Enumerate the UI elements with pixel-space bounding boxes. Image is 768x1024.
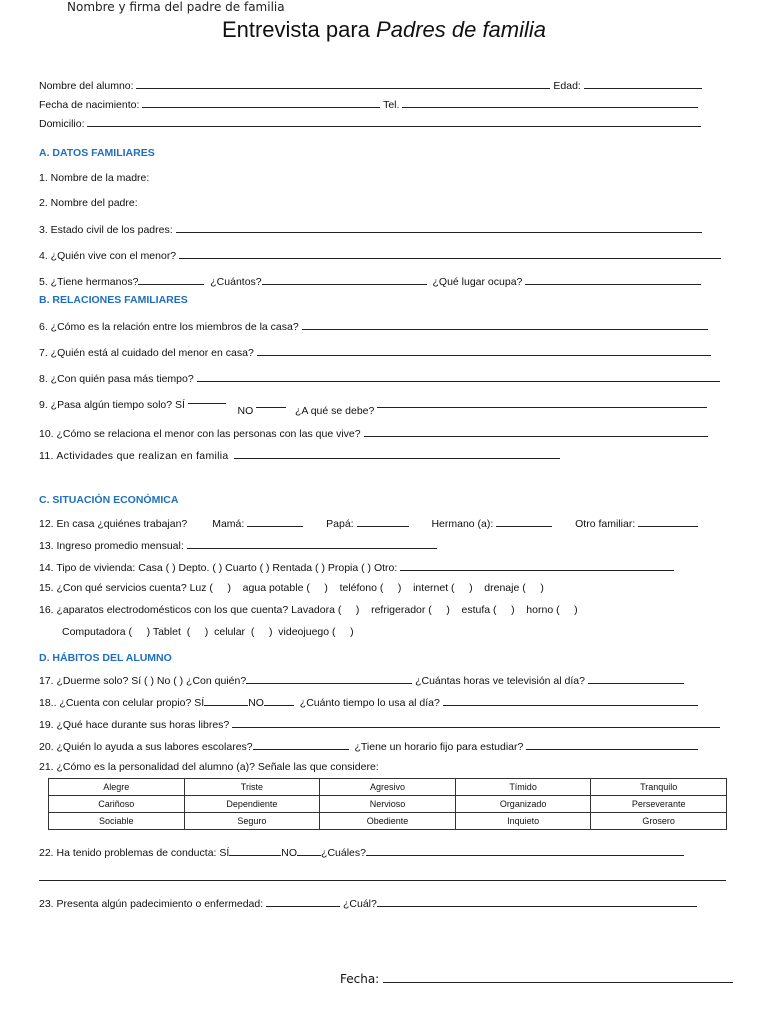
q14-label: 14. Tipo de vivienda: Casa ( ) Depto. ( ) Cuarto ( ) Rentada ( ) Propia ( ) Otro: <box>39 562 398 574</box>
trait-cell[interactable]: Organizado <box>455 796 591 813</box>
q18-time-label: ¿Cuánto tiempo lo usa al día? <box>299 697 440 709</box>
q20-schedule-field[interactable] <box>526 739 698 750</box>
q4-label: 4. ¿Quién vive con el menor? <box>39 250 177 262</box>
trait-cell[interactable]: Inquieto <box>455 813 591 830</box>
trait-row <box>49 779 727 796</box>
q5-siblings-label: 5. ¿Tiene hermanos? <box>39 276 139 288</box>
q5-place-label: ¿Qué lugar ocupa? <box>432 276 523 288</box>
q19-field[interactable] <box>232 717 720 728</box>
q12-mom-label: Mamá: <box>212 518 245 530</box>
q9-row <box>39 397 707 417</box>
top-note: Nombre y firma del padre de familia <box>67 0 285 14</box>
q5-count-field[interactable] <box>262 274 427 285</box>
birth-row <box>39 97 698 111</box>
personality-table <box>48 778 727 830</box>
q18-yes-field[interactable] <box>204 695 248 706</box>
q18-row <box>39 695 698 709</box>
trait-cell[interactable]: Triste <box>184 779 320 796</box>
section-d-heading: D. HÁBITOS DEL ALUMNO <box>39 652 172 664</box>
birth-field[interactable] <box>142 97 380 108</box>
trait-cell[interactable]: Sociable <box>49 813 185 830</box>
q5-count-label: ¿Cuántos? <box>210 276 262 288</box>
trait-cell[interactable]: Perseverante <box>591 796 727 813</box>
q6-field[interactable] <box>302 319 708 330</box>
q1: 1. Nombre de la madre: <box>39 172 150 184</box>
trait-cell[interactable]: Alegre <box>49 779 185 796</box>
q17-row <box>39 673 684 687</box>
q13-row <box>39 538 437 552</box>
q12-dad-label: Papá: <box>326 518 354 530</box>
title-plain: Entrevista para <box>221 17 370 42</box>
q12-label: 12. En casa ¿quiénes trabajan? <box>39 518 188 530</box>
q17-tv-field[interactable] <box>588 673 684 684</box>
q13-label: 13. Ingreso promedio mensual: <box>39 540 184 552</box>
q18-no-field[interactable] <box>264 695 294 706</box>
q18-time-field[interactable] <box>443 695 698 706</box>
address-field[interactable] <box>87 116 701 127</box>
q10-field[interactable] <box>364 426 708 437</box>
q8-row <box>39 371 720 385</box>
q7-label: 7. ¿Quién está al cuidado del menor en casa? <box>39 347 254 359</box>
title-italic: Padres de familia <box>376 17 547 42</box>
trait-cell[interactable]: Obediente <box>320 813 456 830</box>
trait-cell[interactable]: Tímido <box>455 779 591 796</box>
q5-siblings-field[interactable] <box>138 274 204 285</box>
age-field[interactable] <box>584 78 702 89</box>
q9-reason-field[interactable] <box>377 397 707 408</box>
q10-label: 10. ¿Cómo se relaciona el menor con las personas con las que vive? <box>39 428 361 440</box>
q13-field[interactable] <box>187 538 437 549</box>
student-name-field[interactable] <box>136 78 550 89</box>
q16-continued: Computadora ( ) Tablet ( ) celular ( ) videojuego ( ) <box>62 626 354 638</box>
q8-field[interactable] <box>197 371 720 382</box>
q8-label: 8. ¿Con quién pasa más tiempo? <box>39 373 194 385</box>
q12-mom-field[interactable] <box>247 516 303 527</box>
q9-label: 9. ¿Pasa algún tiempo solo? SÍ <box>39 399 185 411</box>
trait-row <box>49 813 727 830</box>
q15: 15. ¿Con qué servicios cuenta? Luz ( ) agua potable ( ) teléfono ( ) internet ( ) drenaje ( ) <box>39 582 544 594</box>
q12-sibling-field[interactable] <box>496 516 552 527</box>
trait-cell[interactable]: Grosero <box>591 813 727 830</box>
q12-other-field[interactable] <box>638 516 698 527</box>
q17-label: 17. ¿Duerme solo? Sí ( ) No ( ) ¿Con quién? <box>39 675 247 687</box>
address-label: Domicilio: <box>39 118 85 130</box>
q22-no-field[interactable] <box>297 845 321 856</box>
q16: 16. ¿aparatos electrodomésticos con los que cuenta? Lavadora ( ) refrigerador ( ) estufa ( ) horno ( ) <box>39 604 578 616</box>
date-label: Fecha: <box>340 972 380 986</box>
q23-which-label: ¿Cuál? <box>343 898 377 910</box>
q23-row <box>39 896 697 910</box>
q9-yes-field[interactable] <box>188 393 226 404</box>
q22-no-label: NO <box>281 847 298 859</box>
date-field[interactable] <box>383 972 733 983</box>
q9-no-field[interactable] <box>256 397 286 408</box>
trait-row <box>49 796 727 813</box>
q14-other-field[interactable] <box>400 560 674 571</box>
q4-row <box>39 248 721 262</box>
q3-row <box>39 222 702 236</box>
q23-label: 23. Presenta algún padecimiento o enfermedad: <box>39 898 264 910</box>
student-name-label: Nombre del alumno: <box>39 80 134 92</box>
trait-cell[interactable]: Cariñoso <box>49 796 185 813</box>
q7-row <box>39 345 711 359</box>
section-c-heading: C. SITUACIÓN ECONÓMICA <box>39 494 179 506</box>
q5-place-field[interactable] <box>525 274 701 285</box>
date-row <box>340 972 733 986</box>
section-a-heading: A. DATOS FAMILIARES <box>39 147 155 159</box>
trait-cell[interactable]: Tranquilo <box>591 779 727 796</box>
q20-label: 20. ¿Quién lo ayuda a sus labores escolares? <box>39 741 253 753</box>
trait-cell[interactable]: Nervioso <box>320 796 456 813</box>
q5-row <box>39 274 701 288</box>
q11-row <box>39 448 560 462</box>
q23-condition-field[interactable] <box>266 896 340 907</box>
q6-row <box>39 319 708 333</box>
q12-dad-field[interactable] <box>357 516 409 527</box>
q22-label: 22. Ha tenido problemas de conducta: SÍ <box>39 847 230 859</box>
trait-cell[interactable]: Agresivo <box>320 779 456 796</box>
q10-row <box>39 426 708 440</box>
q22-row <box>39 845 684 859</box>
q7-field[interactable] <box>257 345 711 356</box>
q2: 2. Nombre del padre: <box>39 197 138 209</box>
q18-no-label: NO <box>248 697 264 709</box>
q12-row <box>39 516 698 530</box>
q18-label: 18.. ¿Cuenta con celular propio? SÍ <box>39 697 205 709</box>
q22-which-field[interactable] <box>366 845 684 856</box>
tel-field[interactable] <box>402 97 698 108</box>
address-row <box>39 116 701 130</box>
q20-schedule-label: ¿Tiene un horario fijo para estudiar? <box>354 741 524 753</box>
q6-label: 6. ¿Cómo es la relación entre los miembros de la casa? <box>39 321 299 333</box>
page-title <box>0 17 768 43</box>
q22-which-label: ¿Cuáles? <box>321 847 366 859</box>
q11-field[interactable] <box>234 448 560 459</box>
q3-field[interactable] <box>176 222 702 233</box>
q11-label: 11. Actividades que realizan en familia <box>39 450 229 462</box>
q19-label: 19. ¿Qué hace durante sus horas libres? <box>39 719 230 731</box>
q23-which-field[interactable] <box>377 896 697 907</box>
q9-reason-label: ¿A qué se debe? <box>294 405 375 417</box>
section-b-heading: B. RELACIONES FAMILIARES <box>39 294 188 306</box>
q3-label: 3. Estado civil de los padres: <box>39 224 173 236</box>
q14-row <box>39 560 674 574</box>
q12-other-label: Otro familiar: <box>575 518 636 530</box>
trait-cell[interactable]: Seguro <box>184 813 320 830</box>
q20-row <box>39 739 698 753</box>
q20-helper-field[interactable] <box>253 739 349 750</box>
tel-label: Tel. <box>383 99 400 111</box>
age-label: Edad: <box>553 80 581 92</box>
q17-with-whom-field[interactable] <box>246 673 412 684</box>
q21: 21. ¿Cómo es la personalidad del alumno (a)? Señale las que considere: <box>39 761 379 773</box>
q19-row <box>39 717 720 731</box>
birth-label: Fecha de nacimiento: <box>39 99 140 111</box>
q4-field[interactable] <box>179 248 721 259</box>
q9-no-label: NO <box>237 405 254 417</box>
trait-cell[interactable]: Dependiente <box>184 796 320 813</box>
student-name-row <box>39 78 702 92</box>
q12-sibling-label: Hermano (a): <box>431 518 494 530</box>
q22-extra-line[interactable] <box>39 880 726 881</box>
q17-tv-label: ¿Cuántas horas ve televisión al día? <box>415 675 585 687</box>
q22-yes-field[interactable] <box>229 845 281 856</box>
